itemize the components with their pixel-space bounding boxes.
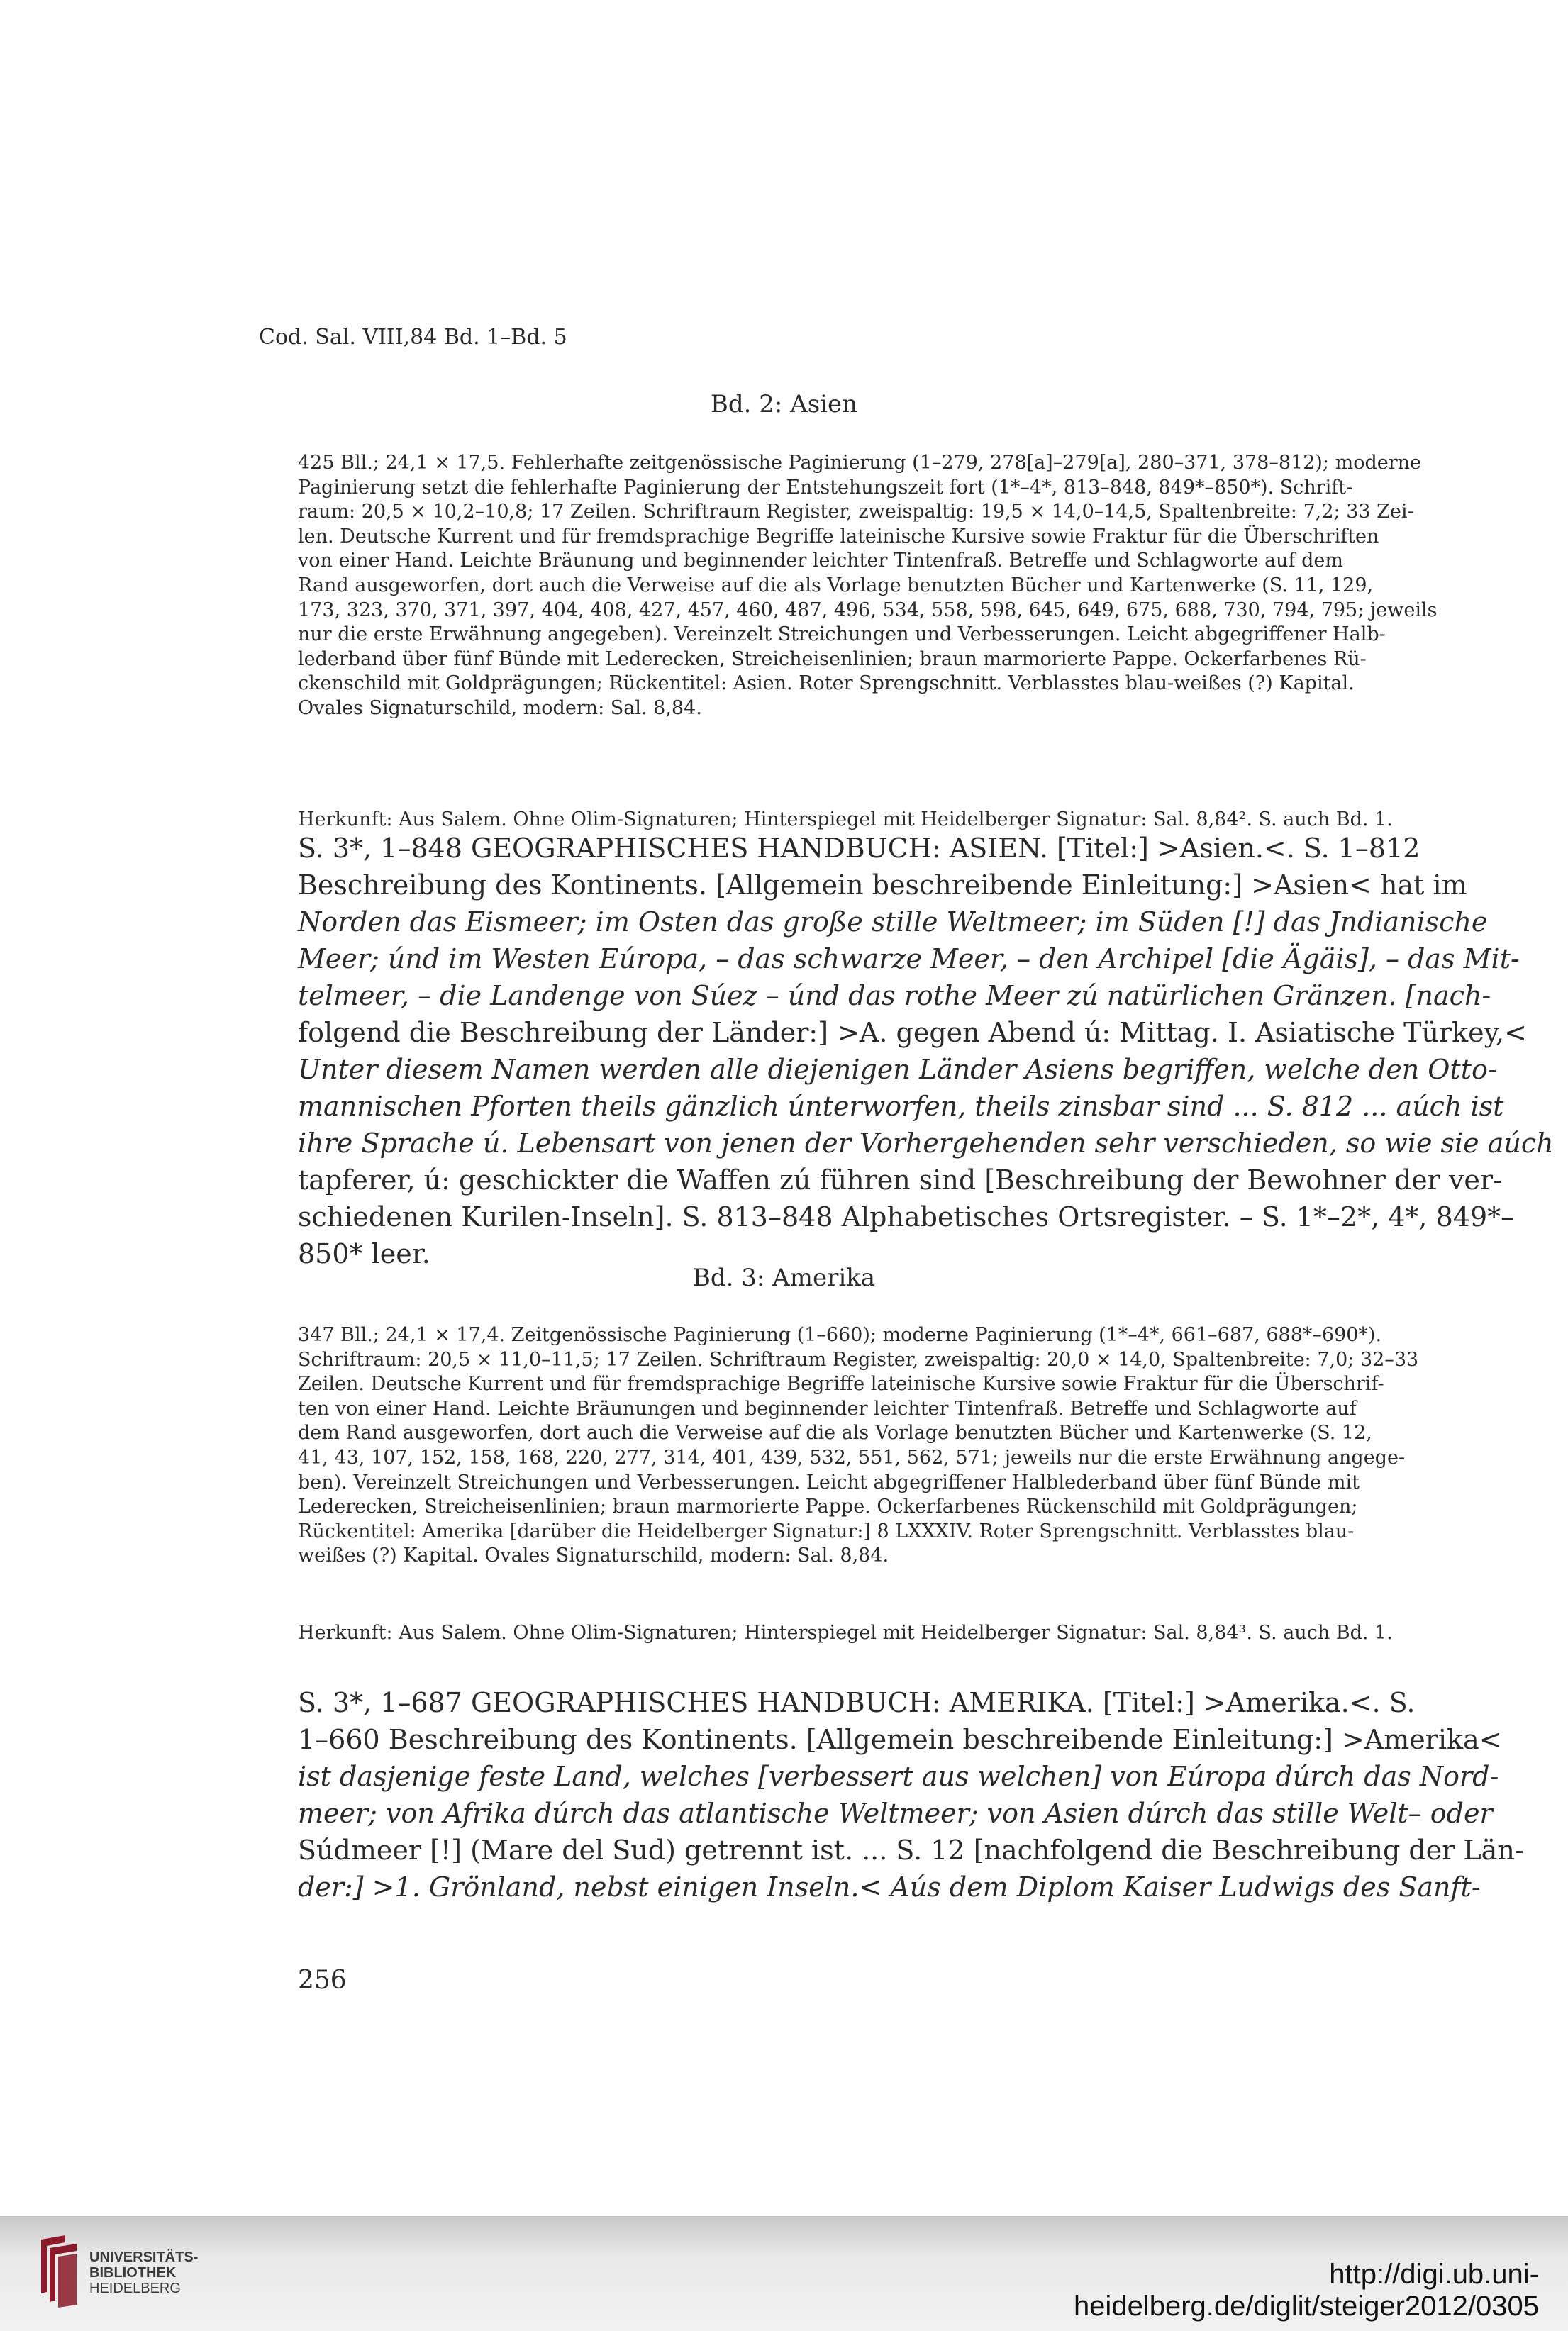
text-line: telmeer, – die Landenge von Súez – únd das rothe Meer zú natürlichen Gränzen. [nach- xyxy=(298,980,1491,1011)
text-line: Rand ausgeworfen, dort auch die Verweise auf die als Vorlage benutzten Bücher und Kartenwerke (S. 11, 129, xyxy=(298,574,1374,596)
content-summary-asien xyxy=(298,830,1554,1272)
text-line: 1–660 Beschreibung des Kontinents. [Allgemein beschreibende Einleitung:] >Amerika< xyxy=(298,1724,1502,1755)
provenance-amerika: Herkunft: Aus Salem. Ohne Olim-Signaturen; Hinterspiegel mit Heidelberger Signatur: Sal. 8,84³. S. auch Bd. 1. xyxy=(298,1622,1393,1644)
running-head: Cod. Sal. VIII,84 Bd. 1–Bd. 5 xyxy=(259,325,567,350)
text-line: raum: 20,5 × 10,2–10,8; 17 Zeilen. Schriftraum Register, zweispaltig: 19,5 × 14,0–14,5, Spaltenbreite: 7,2; 33 Zei- xyxy=(298,501,1414,523)
text-line: 173, 323, 370, 371, 397, 404, 408, 427, 457, 460, 487, 496, 534, 558, 598, 645, 649, 675, 688, 730, 794, 795; jeweils xyxy=(298,599,1438,621)
text-line: Rückentitel: Amerika [darüber die Heidelberger Signatur:] 8 LXXXIV. Roter Sprengschnitt. Verblasstes blau- xyxy=(298,1520,1355,1542)
text-line: tapferer, ú: geschickter die Waffen zú führen sind [Beschreibung der Bewohner der ver- xyxy=(298,1164,1502,1196)
text-line: Zeilen. Deutsche Kurrent und für fremdsprachige Begriffe lateinische Kursive sowie Fraktur für die Überschrif- xyxy=(298,1373,1384,1396)
logo-line: UNIVERSITÄTS- xyxy=(89,2249,199,2265)
text-line: Meer; únd im Westen Eúropa, – das schwarze Meer, – den Archipel [die Ägäis], – das Mit- xyxy=(298,943,1520,974)
text-line: Schriftraum: 20,5 × 11,0–11,5; 17 Zeilen. Schriftraum Register, zweispaltig: 20,0 × 14,0, Spaltenbreite: 7,0; 32–33 xyxy=(298,1348,1419,1371)
text-line: ist dasjenige feste Land, welches [verbessert aus welchen] von Eúropa dúrch das Nord- xyxy=(298,1761,1499,1792)
text-line: 41, 43, 107, 152, 158, 168, 220, 277, 314, 401, 439, 532, 551, 562, 571; jeweils nur die erste Erwähnung angege- xyxy=(298,1446,1406,1469)
logo-line: BIBLIOTHEK xyxy=(89,2265,177,2281)
page-number: 256 xyxy=(298,1966,347,1995)
text-line: ihre Sprache ú. Lebensart von jenen der Vorhergehenden sehr verschieden, so wie sie aúch xyxy=(298,1128,1554,1159)
text-line: folgend die Beschreibung der Länder:] >A. gegen Abend ú: Mittag. I. Asiatische Türkey,< xyxy=(298,1017,1527,1048)
text-line: 425 Bll.; 24,1 × 17,5. Fehlerhafte zeitgenössische Paginierung (1–279, 278[a]–279[a], 280–371, 378–812); moderne xyxy=(298,452,1421,474)
text-line: len. Deutsche Kurrent und für fremdsprachige Begriffe lateinische Kursive sowie Fraktur für die Überschriften xyxy=(298,525,1379,547)
text-line: 347 Bll.; 24,1 × 17,4. Zeitgenössische Paginierung (1–660); moderne Paginierung (1*–4*, 661–687, 688*–690*). xyxy=(298,1324,1382,1346)
section-heading-amerika: Bd. 3: Amerika xyxy=(692,1264,876,1292)
text-line: Ovales Signaturschild, modern: Sal. 8,84. xyxy=(298,696,702,719)
text-line: ten von einer Hand. Leichte Bräunungen und beginnender leichter Tintenfraß. Betreffe und Schlagworte auf xyxy=(298,1397,1357,1420)
description-asien xyxy=(298,451,1438,721)
text-line: 850* leer. xyxy=(298,1238,430,1269)
text-line: S. 3*, 1–848 GEOGRAPHISCHES HANDBUCH: ASIEN. [Titel:] >Asien.<. S. 1–812 xyxy=(298,833,1420,864)
text-line: von einer Hand. Leichte Bräunung und beginnender leichter Tintenfraß. Betreffe und Schlagworte auf dem xyxy=(298,550,1343,572)
description-amerika xyxy=(298,1323,1419,1569)
text-line: dem Rand ausgeworfen, dort auch die Verweise auf die als Vorlage benutzten Bücher und Kartenwerke (S. 12, xyxy=(298,1422,1372,1445)
text-line: ben). Vereinzelt Streichungen und Verbesserungen. Leicht abgegriffener Halblederband über fünf Bünde mit xyxy=(298,1471,1360,1493)
text-line: Lederecken, Streicheisenlinien; braun marmorierte Pappe. Ockerfarbenes Rückenschild mit Goldprägungen; xyxy=(298,1496,1358,1518)
text-line: schiedenen Kurilen-Inseln]. S. 813–848 Alphabetisches Ortsregister. – S. 1*–2*, 4*, 849*– xyxy=(298,1201,1515,1233)
text-line: mannischen Pforten theils gänzlich únterworfen, theils zinsbar sind ... S. 812 ... aúch ist xyxy=(298,1091,1504,1122)
source-url-link[interactable]: http://digi.ub.uni-heidelberg.de/diglit/steiger2012/0305 xyxy=(1073,2259,1539,2322)
text-line: S. 3*, 1–687 GEOGRAPHISCHES HANDBUCH: AMERIKA. [Titel:] >Amerika.<. S. xyxy=(298,1687,1416,1718)
text-line: weißes (?) Kapital. Ovales Signaturschild, modern: Sal. 8,84. xyxy=(298,1545,889,1567)
library-logo-icon xyxy=(37,2232,81,2309)
text-line: ckenschild mit Goldprägungen; Rückentitel: Asien. Roter Sprengschnitt. Verblasstes blau-weißes (?) Kapital. xyxy=(298,672,1355,695)
text-line: meer; von Afrika dúrch das atlantische Weltmeer; von Asien dúrch das stille Welt– oder xyxy=(298,1798,1493,1829)
text-line: lederband über fünf Bünde mit Lederecken, Streicheisenlinien; braun marmorierte Pappe. Ockerfarbenes Rü- xyxy=(298,647,1367,670)
text-line: Paginierung setzt die fehlerhafte Paginierung der Entstehungszeit fort (1*–4*, 813–848, 849*–850*). Schrift- xyxy=(298,476,1353,499)
section-heading-asien: Bd. 2: Asien xyxy=(710,390,858,418)
content-summary-amerika xyxy=(298,1684,1524,1906)
provenance-asien: Herkunft: Aus Salem. Ohne Olim-Signaturen; Hinterspiegel mit Heidelberger Signatur: Sal. 8,84². S. auch Bd. 1. xyxy=(298,808,1393,830)
text-line: nur die erste Erwähnung angegeben). Vereinzelt Streichungen und Verbesserungen. Leicht abgegriffener Halb- xyxy=(298,623,1386,646)
text-line: Norden das Eismeer; im Osten das große stille Weltmeer; im Süden [!] das Jndianische xyxy=(298,906,1488,938)
library-logo-text xyxy=(89,2249,198,2296)
text-line: der:] >1. Grönland, nebst einigen Inseln.< Aús dem Diplom Kaiser Ludwigs des Sanft- xyxy=(298,1871,1481,1903)
text-line: Súdmeer [!] (Mare del Sud) getrennt ist. ... S. 12 [nachfolgend die Beschreibung der Län- xyxy=(298,1835,1524,1866)
logo-line: HEIDELBERG xyxy=(89,2281,181,2296)
text-line: Unter diesem Namen werden alle diejenigen Länder Asiens begriffen, welche den Otto- xyxy=(298,1054,1497,1085)
text-line: Beschreibung des Kontinents. [Allgemein beschreibende Einleitung:] >Asien< hat im xyxy=(298,869,1467,901)
